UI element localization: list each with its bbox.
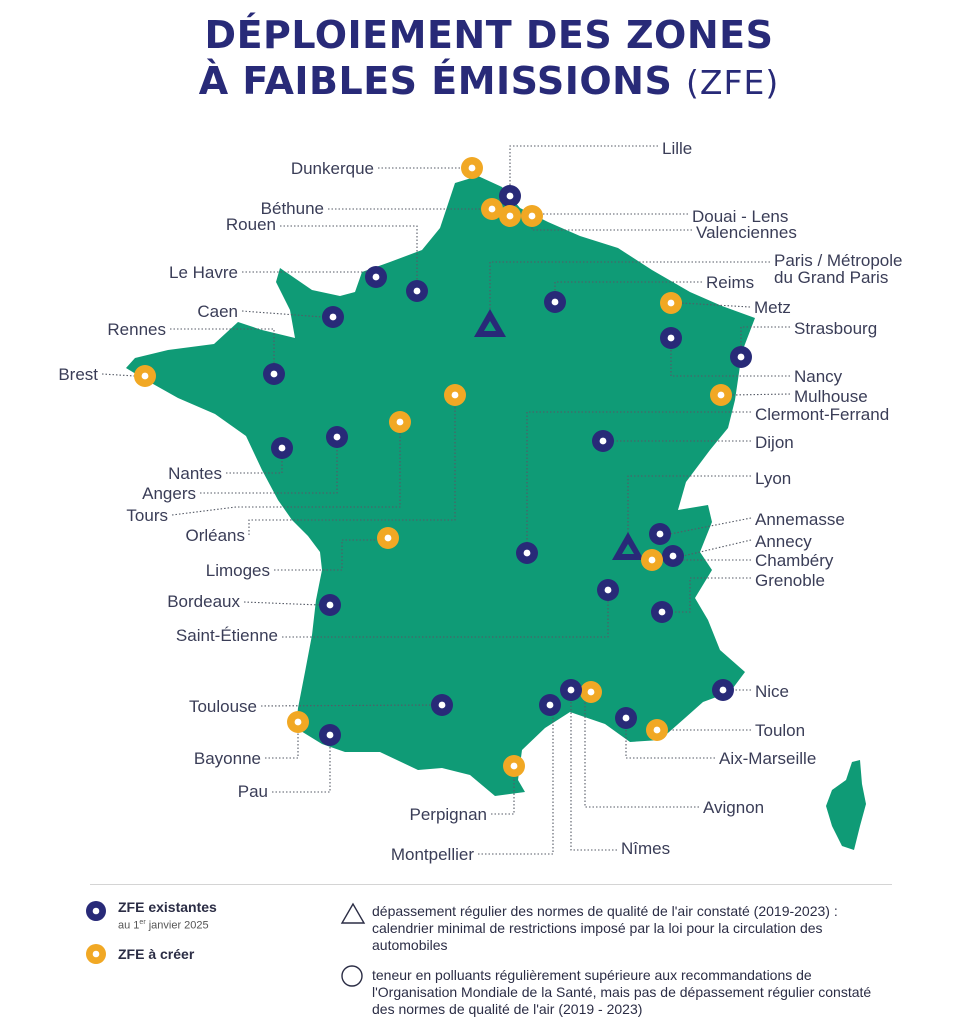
city-label-saint-etienne: Saint-Étienne [175, 626, 278, 645]
marker-dot-le-havre [373, 274, 380, 281]
city-label-metz: Metz [754, 298, 791, 317]
legend-separator [90, 884, 892, 885]
city-label-toulouse: Toulouse [188, 697, 257, 716]
marker-dot-rennes [271, 371, 278, 378]
city-label-brest: Brest [58, 365, 98, 384]
legend-existing-sub-prefix: au 1 [118, 919, 140, 932]
leader-line-lille [510, 146, 658, 186]
legend-triangle-text: dépassement régulier des normes de qualité de l'air constaté (2019-2023) : calendrier minimal de restrictions imposé par la loi pour la circulation des automobiles [372, 903, 838, 953]
marker-dot-tours [397, 419, 404, 426]
marker-dot-limoges [385, 535, 392, 542]
corsica-shape [826, 760, 866, 850]
marker-dot-caen [330, 314, 337, 321]
city-label-clermont-ferrand: Clermont-Ferrand [755, 405, 890, 424]
marker-dot-valenciennes [529, 213, 536, 220]
city-label-dijon: Dijon [755, 433, 794, 452]
city-label-strasbourg: Strasbourg [794, 319, 878, 338]
marker-dot-angers [334, 434, 341, 441]
legend-existing-sublabel [118, 914, 209, 935]
marker-dot-annecy [670, 553, 677, 560]
legend-existing-label: ZFE existantes [118, 899, 217, 915]
city-label-annecy: Annecy [755, 532, 812, 551]
city-label-bordeaux: Bordeaux [167, 592, 240, 611]
city-label-montpellier: Montpellier [390, 845, 474, 864]
city-label-caen: Caen [197, 302, 238, 321]
city-label-lyon: Lyon [755, 469, 792, 488]
title-suffix: (ZFE) [686, 63, 780, 102]
marker-dot-annemasse [657, 531, 664, 538]
marker-dot-saint-etienne [605, 587, 612, 594]
leader-line-brest [102, 374, 135, 376]
marker-dot-pau [327, 732, 334, 739]
marker-dot-bethune [489, 206, 496, 213]
marker-dot-toulouse [439, 702, 446, 709]
marker-dot-montpellier [547, 702, 554, 709]
city-label-bethune: Béthune [260, 199, 324, 218]
marker-dot-perpignan [511, 763, 518, 770]
marker-dot-strasbourg [738, 354, 745, 361]
marker-dot-nice [720, 687, 727, 694]
city-label-pau: Pau [237, 782, 268, 801]
legend-to-create-label: ZFE à créer [118, 946, 195, 962]
city-label-aix-marseille: Aix-Marseille [719, 749, 817, 768]
city-label-rouen: Rouen [225, 215, 276, 234]
marker-dot-mulhouse [718, 392, 725, 399]
city-label-angers: Angers [142, 484, 196, 503]
city-label-nimes: Nîmes [621, 839, 671, 858]
city-label-tours: Tours [126, 506, 168, 525]
city-label-rennes: Rennes [107, 320, 166, 339]
city-label-dunkerque: Dunkerque [290, 159, 374, 178]
legend-circle-text: teneur en polluants régulièrement supérieure aux recommandations de l'Organisation Mondiale de la Santé, mais pas de dépassement régulier constaté des normes de qualité de l'air (2019 - 2023) [372, 967, 872, 1017]
city-label-chambery: Chambéry [755, 551, 834, 570]
marker-dot-dijon [600, 438, 607, 445]
legend-to-create-marker-icon [86, 944, 106, 964]
leader-line-bayonne [265, 732, 298, 758]
city-label-reims: Reims [706, 273, 755, 292]
city-label-paris-2: du Grand Paris [774, 268, 889, 287]
city-label-valenciennes: Valenciennes [696, 223, 797, 242]
marker-dot-chambery [649, 557, 656, 564]
marker-dot-bayonne [295, 719, 302, 726]
marker-dot-grenoble [659, 609, 666, 616]
marker-dot-reims [552, 299, 559, 306]
legend-existing-marker-icon [86, 901, 106, 921]
city-label-avignon: Avignon [703, 798, 765, 817]
title-line-1: DÉPLOIEMENT DES ZONES [204, 13, 774, 57]
city-label-nancy: Nancy [794, 367, 843, 386]
city-label-mulhouse: Mulhouse [794, 387, 868, 406]
marker-dot-dunkerque [469, 165, 476, 172]
marker-dot-bordeaux [327, 602, 334, 609]
city-label-orleans: Orléans [185, 526, 245, 545]
marker-dot-nancy [668, 335, 675, 342]
city-label-nice: Nice [755, 682, 790, 701]
city-label-bayonne: Bayonne [193, 749, 261, 768]
city-label-douai-lens: Douai - Lens [692, 207, 789, 226]
legend-triangle-icon [342, 904, 364, 923]
city-label-perpignan: Perpignan [409, 805, 487, 824]
city-label-paris-1: Paris / Métropole [774, 251, 903, 270]
city-label-limoges: Limoges [205, 561, 270, 580]
marker-dot-douai-lens [507, 213, 514, 220]
legend-existing-sub-suffix: janvier 2025 [145, 919, 209, 932]
marker-dot-orleans [452, 392, 459, 399]
marker-dot-nimes [568, 687, 575, 694]
marker-dot-lille [507, 193, 514, 200]
marker-dot-metz [668, 300, 675, 307]
city-label-toulon: Toulon [755, 721, 806, 740]
legend-existing-sub-sup: er [139, 919, 146, 926]
marker-dot-avignon [588, 689, 595, 696]
leader-line-bordeaux [244, 602, 320, 605]
leader-line-mulhouse [731, 394, 790, 395]
marker-dot-brest [142, 373, 149, 380]
marker-dot-clermont-ferrand [524, 550, 531, 557]
city-label-le-havre: Le Havre [169, 263, 238, 282]
leader-line-pau [272, 745, 330, 792]
city-label-grenoble: Grenoble [755, 571, 825, 590]
title-line-2-text: À FAIBLES ÉMISSIONS [198, 59, 673, 103]
city-label-nantes: Nantes [168, 464, 222, 483]
marker-dot-aix-marseille [623, 715, 630, 722]
marker-dot-toulon [654, 727, 661, 734]
city-label-lille: Lille [662, 139, 693, 158]
city-label-annemasse: Annemasse [755, 510, 845, 529]
marker-dot-nantes [279, 445, 286, 452]
legend-circle-icon [342, 966, 362, 986]
marker-dot-rouen [414, 288, 421, 295]
